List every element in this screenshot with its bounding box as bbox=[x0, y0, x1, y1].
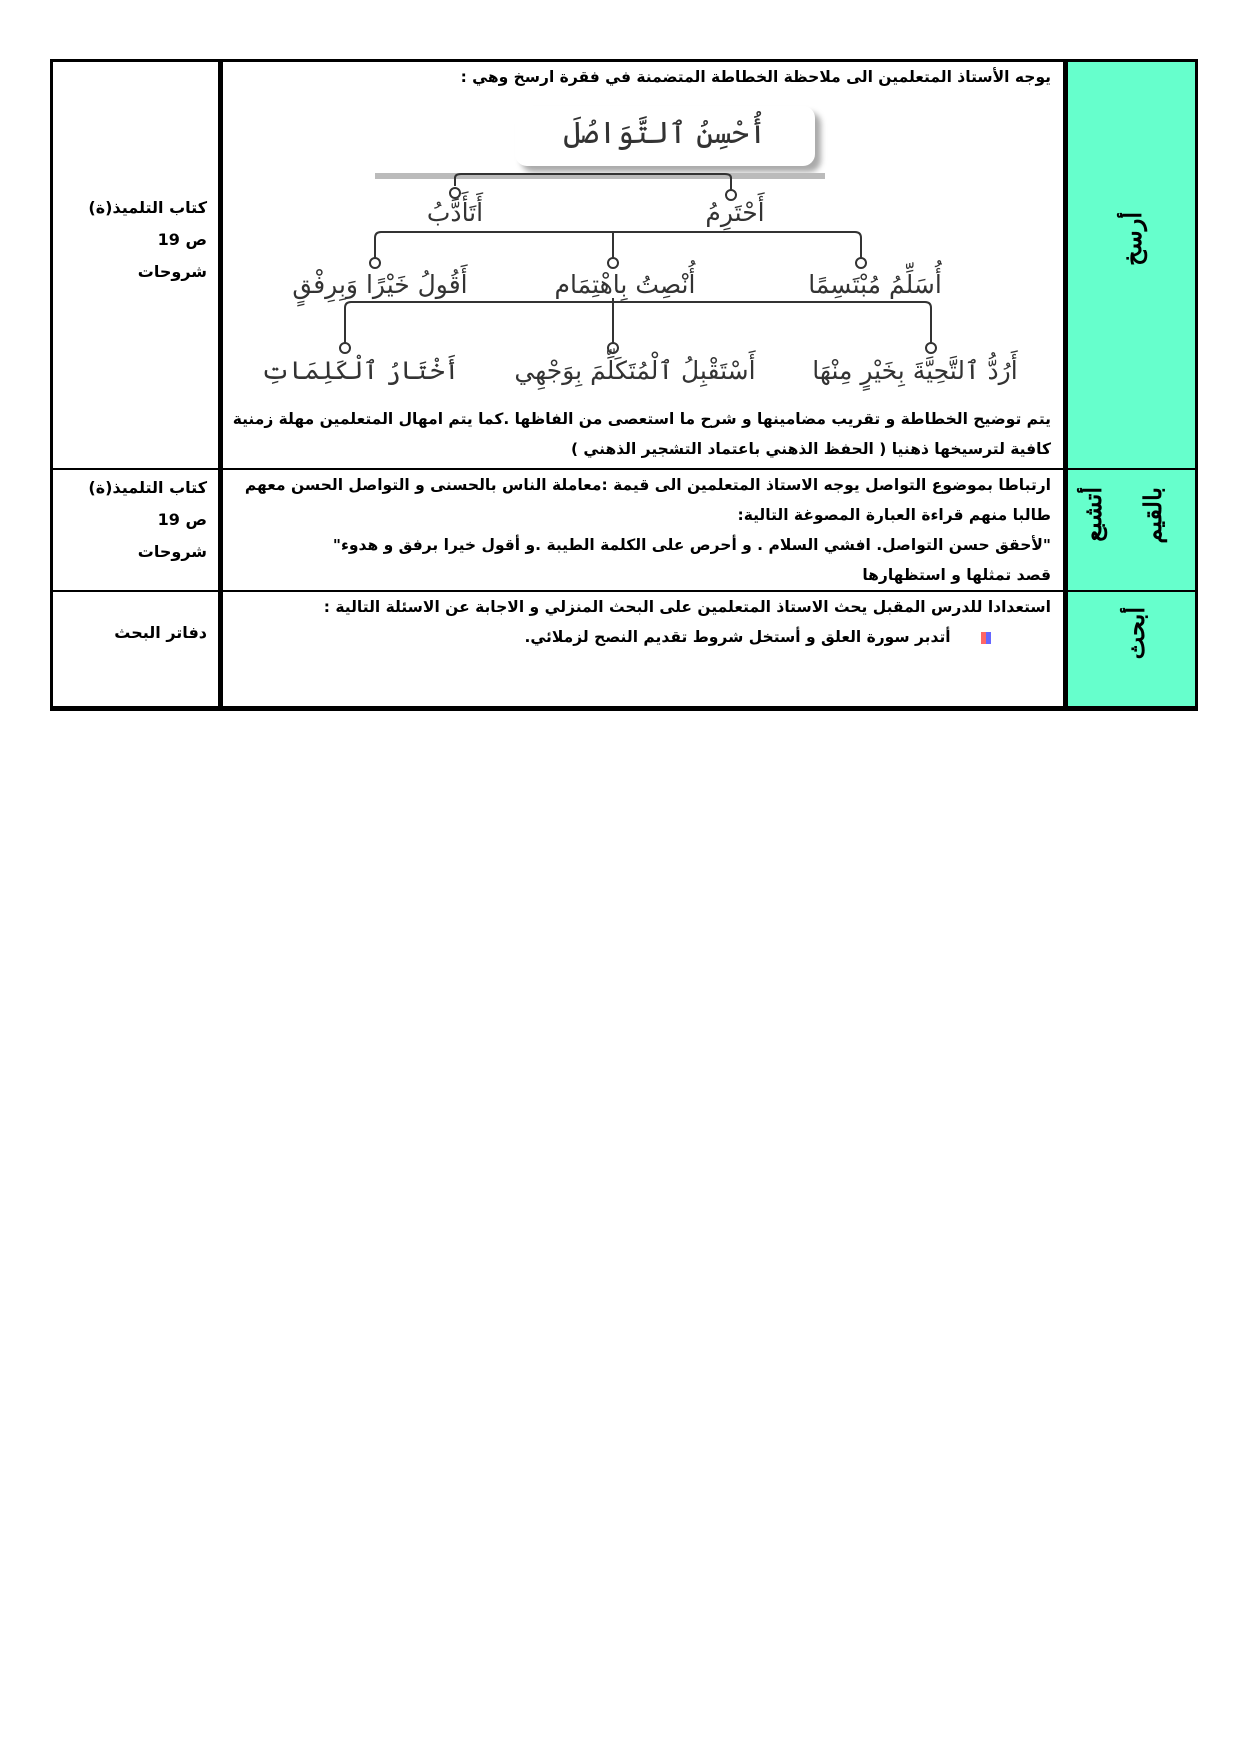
stage-label-arsakh: أرسخ bbox=[1118, 212, 1147, 266]
text-line: طالبا منهم قراءة العبارة المصوغة التالية: bbox=[737, 506, 1051, 524]
text-line: استعدادا للدرس المقبل يحث الاستاذ المتعلمين على البحث المنزلي و الاجابة عن الاسئلة التالية : bbox=[323, 598, 1051, 616]
content-cell bbox=[225, 592, 1061, 652]
column-divider bbox=[218, 62, 223, 706]
root-node: أُحْسِنُ ٱلتَّوَاصُلَ bbox=[563, 116, 767, 151]
resources-cell bbox=[53, 472, 215, 568]
resource-book: كتاب التلميذ(ة) bbox=[88, 478, 207, 497]
content-cell bbox=[225, 62, 1061, 467]
bullet-text: أتدبر سورة العلق و أستخل شروط تقديم النصح لزملائي. bbox=[524, 628, 951, 646]
stage-label-bilqiyam: بالقيم bbox=[1138, 487, 1167, 544]
text-line: يتم توضيح الخطاطة و تقريب مضامينها و شرح ما استعصى من الفاظها .كما يتم امهال المتعلمين مهلة زمنية bbox=[232, 410, 1051, 428]
node-politeness: أَتَأَدَّبُ bbox=[426, 198, 484, 227]
resource-page: ص 19 bbox=[157, 230, 207, 249]
mind-map-diagram bbox=[225, 98, 1061, 418]
content-cell bbox=[225, 470, 1061, 590]
resources-cell bbox=[53, 617, 215, 649]
explanation-text bbox=[229, 404, 1051, 464]
resource-explanations: شروحات bbox=[137, 542, 207, 561]
node-greet: أُسَلِّمُ مُبْتَسِمًا bbox=[808, 270, 942, 299]
node-speak-kindly: أَقُولُ خَيْرًا وَبِرِفْقٍ bbox=[292, 270, 468, 299]
node-return-greeting: أَرُدُّ ٱلتَّحِيَّةَ بِخَيْرٍ مِنْهَا bbox=[812, 356, 1018, 385]
resource-research-notebooks: دفاتر البحث bbox=[114, 623, 207, 642]
value-statement: "لأحقق حسن التواصل. افشي السلام . و أحرص على الكلمة الطيبة .و أقول خيرا برفق و هدوء" bbox=[332, 536, 1051, 554]
text-line: ارتباطا بموضوع التواصل يوجه الاستاذ المتعلمين الى قيمة :معاملة الناس بالحسنى و التواصل الحسن معهم bbox=[244, 476, 1051, 494]
bullet-icon bbox=[981, 632, 991, 644]
text-line: كافية لترسيخها ذهنيا ( الحفظ الذهني باعتماد التشجير الذهني ) bbox=[570, 440, 1051, 458]
bullet-item bbox=[225, 622, 1051, 652]
resources-cell bbox=[53, 192, 215, 288]
stage-label-abhath: أبحث bbox=[1121, 607, 1150, 660]
intro-text: يوجه الأستاذ المتعلمين الى ملاحظة الخطاطة المتضمنة في فقرة ارسخ وهي : bbox=[460, 68, 1051, 86]
node-face-speaker: أَسْتَقْبِلُ ٱلْمُتَكَلِّمَ بِوَجْهِي bbox=[514, 356, 756, 385]
resource-book: كتاب التلميذ(ة) bbox=[88, 198, 207, 217]
node-respect: أَحْتَرِمُ bbox=[705, 198, 765, 227]
resource-page: ص 19 bbox=[157, 510, 207, 529]
resource-explanations: شروحات bbox=[137, 262, 207, 281]
node-listen: أُنْصِتُ بِاهْتِمَام bbox=[554, 270, 696, 299]
stage-label-atashabba: أتشبع bbox=[1078, 487, 1107, 542]
node-choose-words: أَخْتَارُ ٱلْكَلِمَاتِ bbox=[260, 356, 460, 385]
text-line: قصد تمثلها و استظهارها bbox=[862, 566, 1051, 584]
lesson-table bbox=[50, 59, 1198, 711]
